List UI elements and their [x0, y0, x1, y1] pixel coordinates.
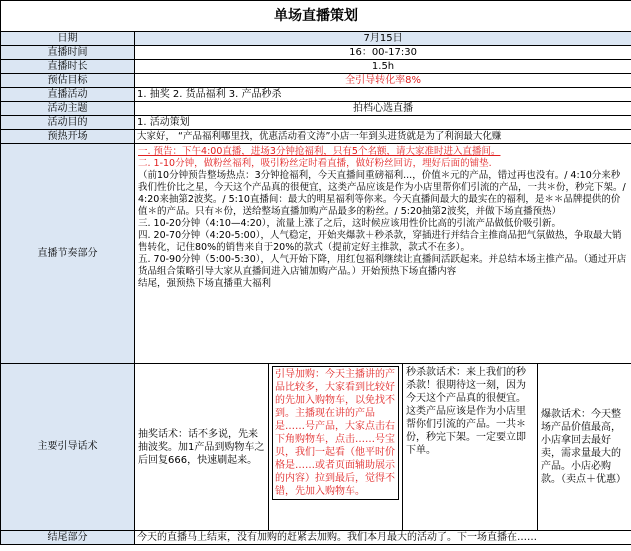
purpose-label: 活动目的 — [1, 116, 135, 130]
ending-label: 结尾部分 — [1, 531, 135, 545]
guide-hot-item: 爆款话术：今天整场产品价值最高，小店拿回去最好卖，需求量最大的产品。小店必购款。（卖点＋优惠） — [538, 364, 631, 531]
theme-value: 拍档心选直播 — [135, 102, 631, 116]
date-label: 日期 — [1, 32, 135, 46]
date-value: 7月15日 — [135, 32, 631, 46]
time-label: 直播时间 — [1, 46, 135, 60]
purpose-value: 1. 活动策划 — [135, 116, 631, 130]
rhythm-line-4: 三. 10-20分钟（4:10—4:20），流量上涨了之后，这时候应该用性价比高的引流产品做低价吸引新。 — [138, 218, 562, 229]
rhythm-content — [135, 144, 631, 364]
rhythm-line-5: 四. 20-70分钟（4:20-5:00），人气稳定，开始夹爆款＋秒杀款，穿插进行并结合主推商品把气氛做热，争取最大销售转化，记住80%的销售来自于20%的款式（提前定好主推款，款式不在多）。 — [138, 230, 622, 253]
theme-label: 活动主题 — [1, 102, 135, 116]
guide-label: 主要引导话术 — [1, 364, 135, 531]
activities-label: 直播活动 — [1, 88, 135, 102]
rhythm-line-2: 二. 1-10分钟，做粉丝福利，吸引粉丝定时看直播，做好粉丝回访，埋好后面的铺垫. — [138, 158, 492, 169]
target-value: 全引导转化率8% — [135, 74, 631, 88]
guide-flash-sale: 秒杀款话术：来上我们的秒杀款！很期待这一刻，因为今天这个产品真的很便宜。这类产品应该是作为小店里帮你们引流的产品。一共＊份，秒完下架。一定要立即下单。 — [403, 364, 538, 531]
guide-add-cart-text: 引导加购：今天主播讲的产品比较多，大家看到比较好的先加入购物车，以免找不到。主播现在讲的产品是……号产品，大家点击右下角购物车，点击……号宝贝，我们一起看（他平时价格是……或者页面辅助展示的内容）拉到最后，觉得不错，先加入购物车。 — [272, 366, 399, 500]
guide-lottery: 抽奖话术：话不多说，先来抽波奖。加1产品到购物车之后回复666，快速刷起来。 — [135, 364, 269, 531]
opening-label: 预热开场 — [1, 130, 135, 144]
rhythm-line-3: （前10分钟预告整场热点：3分钟抢福利，今天直播间重磅福利...，价值＊元的产品，错过再也没有。/ 4:10分来秒我们性价比之星，今天这个产品真的很便宜，这类产品应该是作为小店里帮你们引流的产品，一共＊份，秒完下架。/ 4:20来抽第2波奖。/ 5:10直播间：最大的明星福利等你来。今天直播间最大的最实在的福利，是＊＊品牌提供的价值＊的产品。只有＊份，送给整场直播加购产品最多的粉丝。/ 5:20抽第2波奖，并做下场直播预热） — [138, 170, 626, 217]
duration-label: 直播时长 — [1, 60, 135, 74]
duration-value: 1.5h — [135, 60, 631, 74]
target-label: 预估目标 — [1, 74, 135, 88]
time-value: 16：00-17:30 — [135, 46, 631, 60]
guide-add-cart — [269, 364, 403, 531]
activities-value: 1. 抽奖 2. 货品福利 3. 产品秒杀 — [135, 88, 631, 102]
opening-value: 大家好， “产品福利哪里找，优惠活动看文涛”小店一年到头进货就是为了利润最大化赚 — [135, 130, 631, 144]
ending-value: 今天的直播马上结束，没有加购的赶紧去加购。我们本月最大的活动了。下一场直播在…… — [135, 531, 631, 545]
sheet-title: 单场直播策划 — [1, 1, 631, 32]
rhythm-line-1: 一. 预告：下午4:00直播，进场3分钟抢福利，只有5个名额，请大家准时进入直播间。 — [138, 146, 501, 157]
rhythm-line-6: 五. 70-90分钟（5:00-5:30），人气开始下降，用红包福利继续让直播间活跃起来。并总结本场主推产品。（通过开店货品组合策略引导大家从直播间进入店铺加购产品。）开始预热下场直播内容 — [138, 254, 627, 277]
rhythm-label: 直播节奏部分 — [1, 144, 135, 364]
rhythm-line-7: 结尾，强预热下场直播重大福利 — [138, 278, 272, 289]
